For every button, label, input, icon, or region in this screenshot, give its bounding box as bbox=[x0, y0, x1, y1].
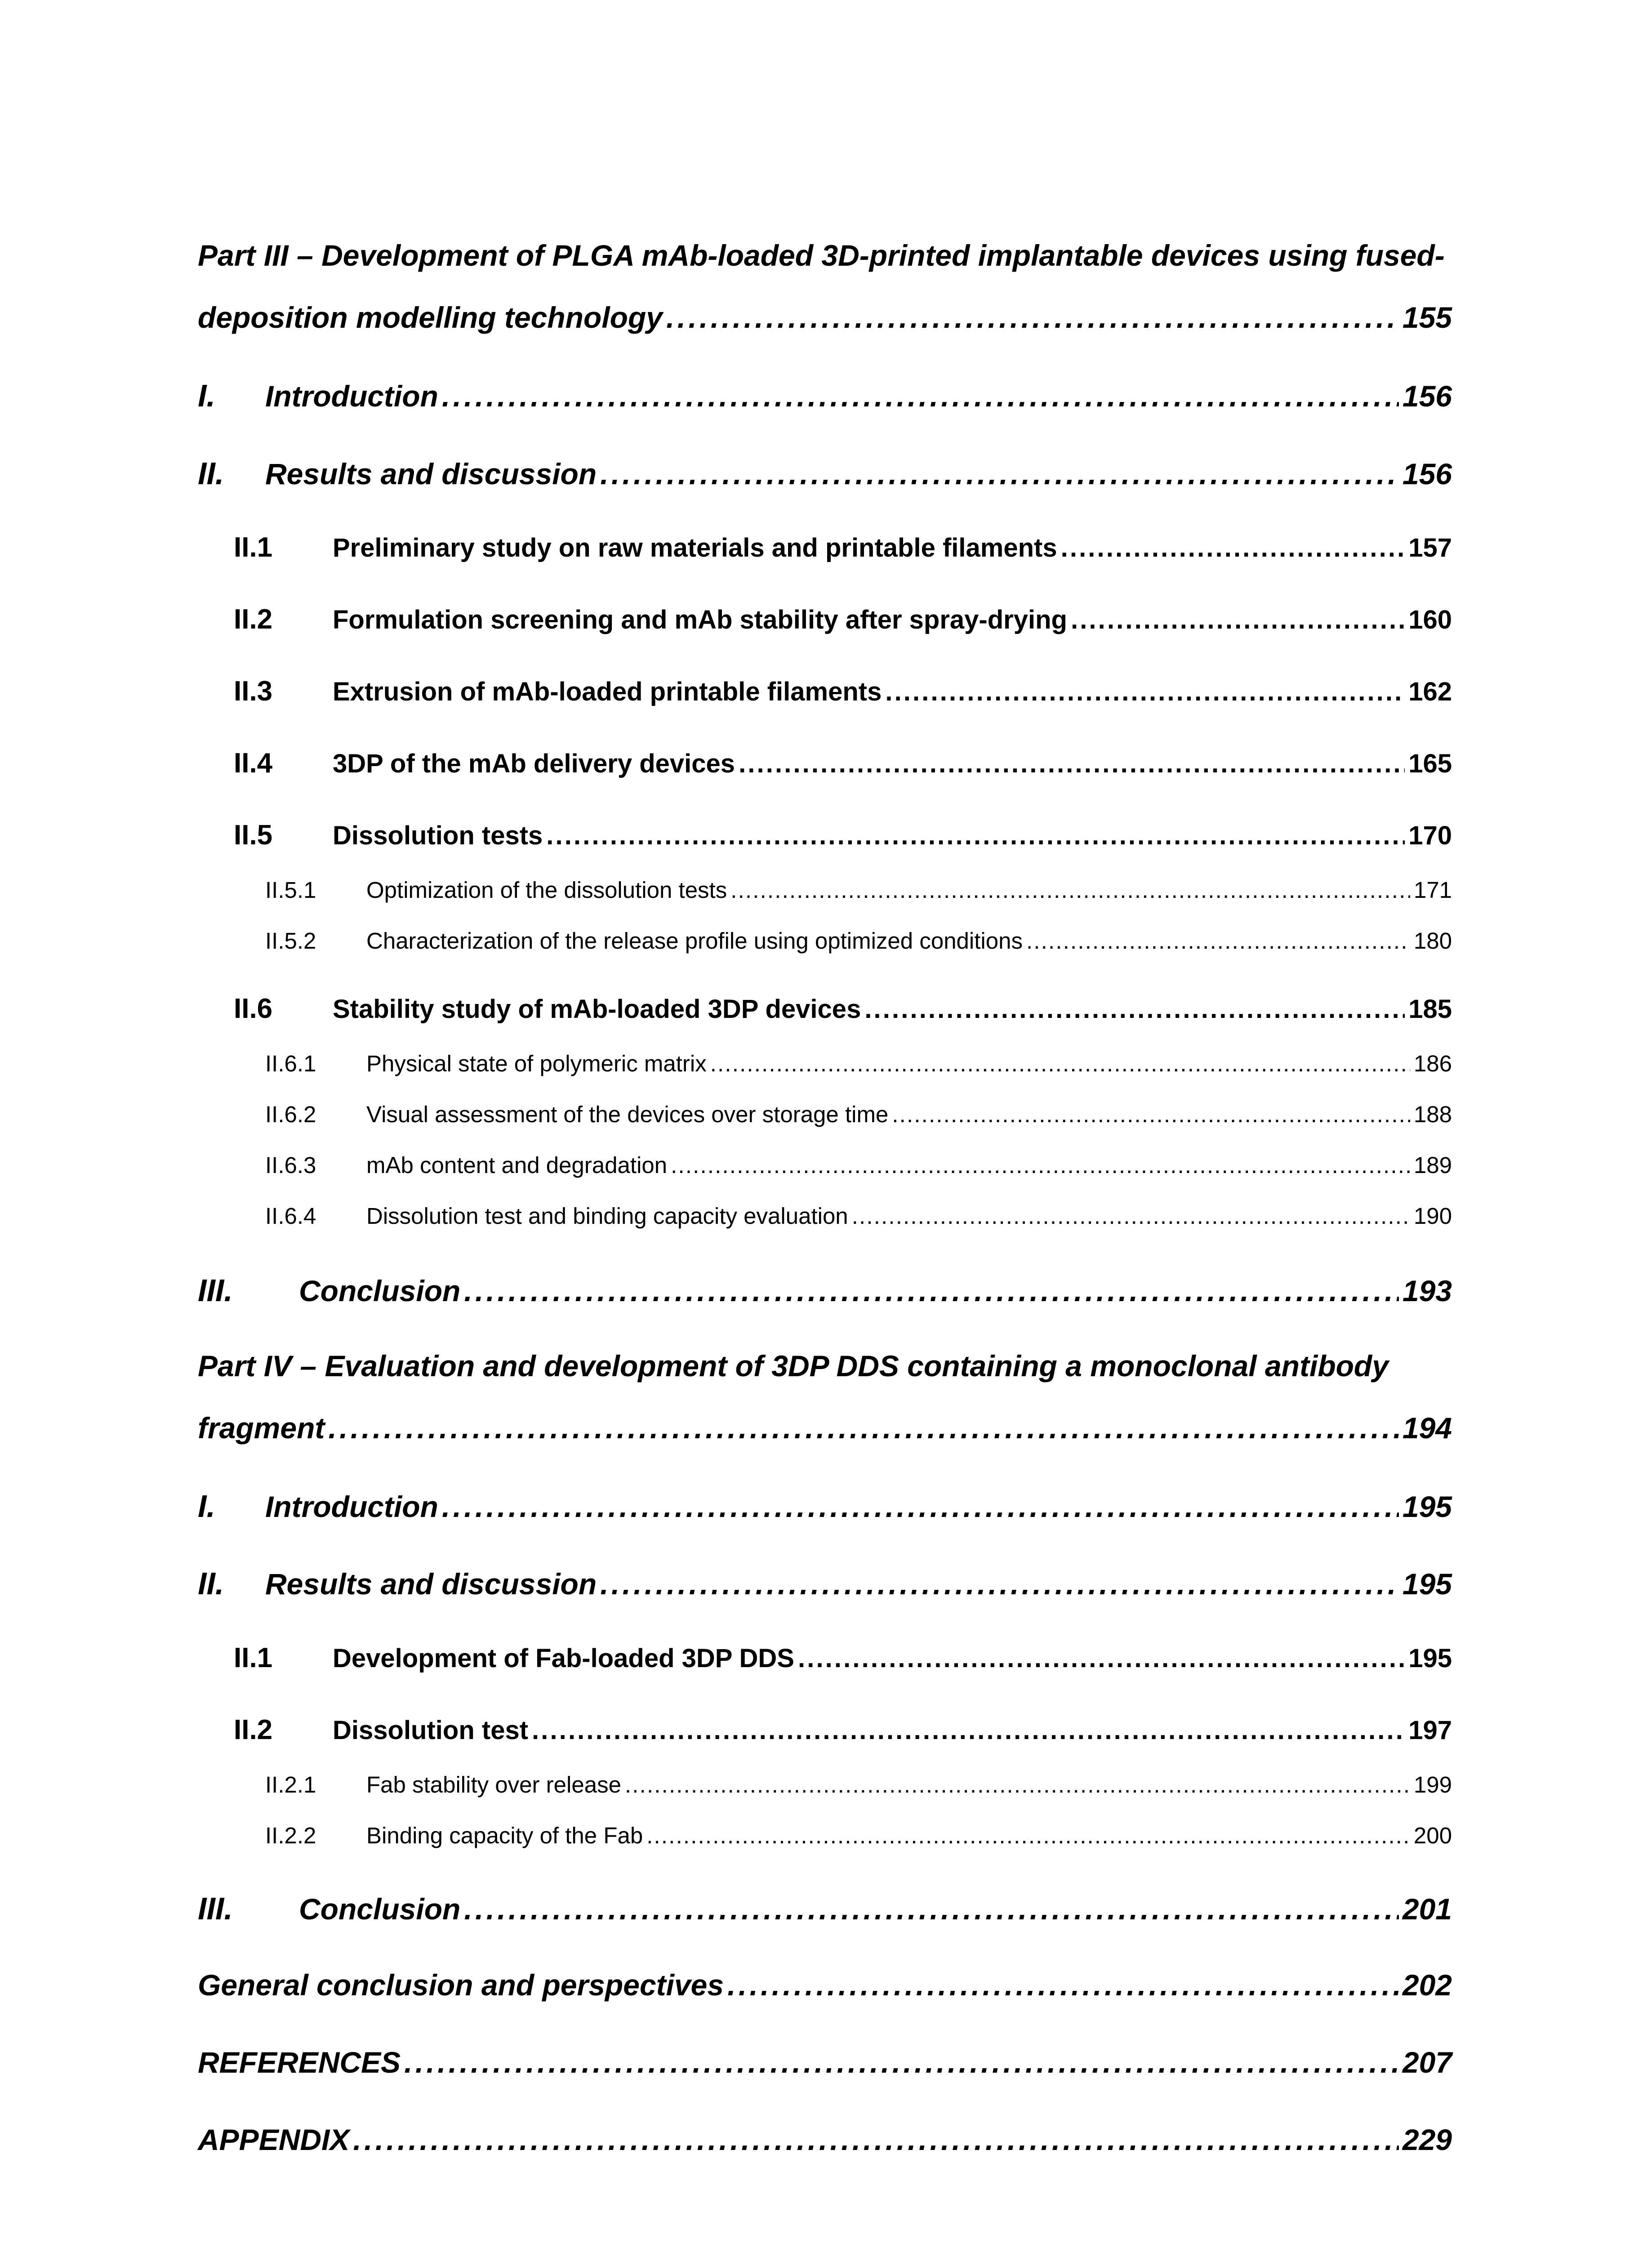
toc-entry-number: I. bbox=[198, 1489, 215, 1524]
toc-entry-number: II.1 bbox=[234, 1642, 273, 1673]
toc-entry-sub[interactable] bbox=[198, 531, 1452, 563]
toc-leader bbox=[727, 1968, 1399, 2002]
toc-page-number: 199 bbox=[1413, 1772, 1452, 1798]
toc-entry-title: Results and discussion bbox=[265, 1567, 597, 1601]
toc-page-number: 186 bbox=[1413, 1051, 1452, 1076]
toc-entry-number: II. bbox=[198, 1566, 224, 1601]
toc-page-number: 200 bbox=[1413, 1823, 1452, 1848]
toc-entry-title: Conclusion bbox=[299, 1274, 461, 1307]
toc-leader bbox=[625, 1771, 1410, 1798]
toc-page-number: 156 bbox=[1402, 379, 1452, 413]
toc-page-number: 229 bbox=[1402, 2123, 1452, 2156]
toc-entry-conclusion[interactable] bbox=[198, 1272, 1452, 1308]
toc-entry-number: II. bbox=[198, 456, 224, 491]
toc-leader bbox=[710, 1050, 1410, 1077]
toc-entry-number: III. bbox=[198, 1273, 233, 1308]
toc-entry-number: II.6.2 bbox=[265, 1102, 316, 1127]
toc-entry-title: Results and discussion bbox=[265, 457, 597, 491]
toc-page-number: 185 bbox=[1408, 995, 1452, 1024]
toc-entry-number: II.1 bbox=[234, 532, 273, 563]
toc-entry-subsub[interactable] bbox=[198, 1050, 1452, 1077]
toc-leader bbox=[852, 1203, 1410, 1229]
toc-leader bbox=[798, 1643, 1405, 1673]
toc-entry-number: II.4 bbox=[234, 748, 273, 779]
toc-entry-title: Development of Fab-loaded 3DP DDS bbox=[333, 1644, 794, 1673]
toc-entry-title: Dissolution test bbox=[333, 1716, 529, 1745]
toc-entry-number: I. bbox=[198, 378, 215, 413]
toc-page-number: 155 bbox=[1402, 301, 1452, 334]
toc-entry-title: APPENDIX bbox=[198, 2123, 350, 2156]
toc-leader bbox=[892, 1101, 1410, 1128]
toc-entry-title: Formulation screening and mAb stability after spray-drying bbox=[333, 605, 1067, 634]
toc-entry-number: II.6 bbox=[234, 993, 273, 1024]
toc-page-number: 162 bbox=[1408, 677, 1452, 706]
toc-entry-title: Dissolution tests bbox=[333, 821, 543, 850]
toc-entry-number: II.6.1 bbox=[265, 1051, 316, 1076]
toc-page-number: 195 bbox=[1408, 1644, 1452, 1673]
toc-page-number: 193 bbox=[1402, 1274, 1452, 1307]
toc-entry-subsub[interactable] bbox=[198, 877, 1452, 903]
toc-entry-sub[interactable] bbox=[198, 675, 1452, 707]
toc-entry-title: Extrusion of mAb-loaded printable filaments bbox=[333, 677, 882, 706]
toc-entry-subsub[interactable] bbox=[198, 928, 1452, 954]
toc-entry-title: General conclusion and perspectives bbox=[198, 1968, 724, 2002]
toc-page-number: 170 bbox=[1408, 821, 1452, 850]
toc-part3-line2[interactable] bbox=[198, 300, 1452, 335]
toc-entry-title: Physical state of polymeric matrix bbox=[366, 1051, 707, 1076]
toc-page-number: 195 bbox=[1402, 1567, 1452, 1601]
toc-page-number: 190 bbox=[1413, 1203, 1452, 1229]
toc-leader bbox=[730, 877, 1410, 903]
toc-entry-subsub[interactable] bbox=[198, 1101, 1452, 1128]
toc-page-number: 156 bbox=[1402, 457, 1452, 491]
toc-entry-number: II.2 bbox=[234, 604, 273, 635]
toc-leader bbox=[546, 821, 1405, 851]
toc-entry-introduction[interactable] bbox=[198, 1488, 1452, 1524]
toc-part3-title-line1: Part III – Development of PLGA mAb-loaded 3D-printed implantable devices using fused- bbox=[198, 239, 1445, 272]
toc-page-number: 207 bbox=[1402, 2046, 1452, 2079]
toc-entry-introduction[interactable] bbox=[198, 378, 1452, 414]
toc-entry-results[interactable] bbox=[198, 1566, 1452, 1601]
toc-page-number: 188 bbox=[1413, 1102, 1452, 1127]
toc-leader bbox=[442, 379, 1399, 413]
toc-entry-number: II.5.1 bbox=[265, 877, 316, 903]
toc-leader bbox=[646, 1822, 1410, 1849]
toc-page-number: 160 bbox=[1408, 605, 1452, 634]
toc-entry-title: 3DP of the mAb delivery devices bbox=[333, 749, 735, 778]
toc-leader bbox=[464, 1274, 1399, 1308]
toc-leader bbox=[600, 1567, 1399, 1601]
toc-entry-sub[interactable] bbox=[198, 603, 1452, 635]
toc-part4-line1[interactable] bbox=[198, 1349, 1452, 1383]
toc-leader bbox=[1071, 605, 1405, 635]
toc-entry-title: Preliminary study on raw materials and printable filaments bbox=[333, 533, 1057, 562]
toc-entry-subsub[interactable] bbox=[198, 1822, 1452, 1849]
toc-leader bbox=[464, 1892, 1399, 1926]
toc-leader bbox=[1026, 928, 1410, 954]
toc-entry-title: Dissolution test and binding capacity evaluation bbox=[366, 1203, 848, 1229]
toc-entry-title: Conclusion bbox=[299, 1892, 461, 1926]
toc-entry-number: II.6.3 bbox=[265, 1152, 316, 1178]
toc-entry-appendix[interactable] bbox=[198, 2123, 1452, 2157]
toc-entry-references[interactable] bbox=[198, 2045, 1452, 2079]
toc-entry-number: II.2.2 bbox=[265, 1823, 316, 1848]
toc-entry-sub[interactable] bbox=[198, 1642, 1452, 1674]
toc-page-number: 195 bbox=[1402, 1490, 1452, 1523]
toc-entry-title: Introduction bbox=[265, 1490, 438, 1523]
toc-entry-results[interactable] bbox=[198, 455, 1452, 491]
toc-entry-number: II.5 bbox=[234, 820, 273, 851]
toc-entry-general-conclusion[interactable] bbox=[198, 1968, 1452, 2002]
toc-entry-subsub[interactable] bbox=[198, 1771, 1452, 1798]
toc-entry-title: Visual assessment of the devices over storage time bbox=[366, 1102, 889, 1127]
toc-part4-line2[interactable] bbox=[198, 1411, 1452, 1445]
toc-page-number: 189 bbox=[1413, 1152, 1452, 1178]
toc-leader bbox=[1061, 533, 1405, 563]
toc-leader bbox=[532, 1715, 1405, 1745]
toc-entry-sub[interactable] bbox=[198, 1714, 1452, 1746]
toc-page-number: 157 bbox=[1408, 533, 1452, 562]
toc-entry-number: II.2 bbox=[234, 1714, 273, 1745]
toc-page-number: 202 bbox=[1402, 1968, 1452, 2002]
toc-entry-subsub[interactable] bbox=[198, 1203, 1452, 1229]
toc-part3-line1[interactable] bbox=[198, 238, 1452, 272]
toc-page-number: 165 bbox=[1408, 749, 1452, 778]
toc-leader bbox=[739, 749, 1405, 779]
toc-part4-title-line1: Part IV – Evaluation and development of 3DP DDS containing a monoclonal antibody bbox=[198, 1349, 1389, 1383]
toc-entry-title: Fab stability over release bbox=[366, 1772, 621, 1798]
toc-part4-title-line2: fragment bbox=[198, 1411, 325, 1445]
toc-page-number: 197 bbox=[1408, 1716, 1452, 1745]
toc-entry-number: II.2.1 bbox=[265, 1772, 316, 1798]
toc-entry-sub[interactable] bbox=[198, 819, 1452, 851]
toc-leader bbox=[404, 2045, 1399, 2079]
toc-entry-title: REFERENCES bbox=[198, 2046, 401, 2079]
toc-entry-title: Introduction bbox=[265, 379, 438, 413]
toc-entry-subsub[interactable] bbox=[198, 1152, 1452, 1178]
toc-leader bbox=[353, 2123, 1398, 2157]
toc-entry-number: II.6.4 bbox=[265, 1203, 316, 1229]
toc-leader bbox=[671, 1152, 1410, 1178]
toc-entry-conclusion[interactable] bbox=[198, 1891, 1452, 1927]
toc-entry-title: Optimization of the dissolution tests bbox=[366, 877, 727, 903]
toc-entry-title: mAb content and degradation bbox=[366, 1152, 668, 1178]
toc-leader bbox=[328, 1411, 1399, 1445]
toc-page-number: 194 bbox=[1402, 1411, 1452, 1445]
toc-entry-number: II.5.2 bbox=[265, 928, 316, 954]
toc-page-number: 201 bbox=[1402, 1892, 1452, 1926]
toc-page-number: 180 bbox=[1413, 928, 1452, 954]
toc-leader bbox=[442, 1490, 1399, 1524]
toc-leader bbox=[864, 994, 1405, 1024]
toc-leader bbox=[600, 457, 1399, 491]
toc-entry-title: Stability study of mAb-loaded 3DP devices bbox=[333, 995, 861, 1024]
toc-page-number: 171 bbox=[1413, 877, 1452, 903]
toc-leader bbox=[666, 300, 1399, 335]
toc-entry-number: II.3 bbox=[234, 676, 273, 707]
toc-entry-title: Characterization of the release profile using optimized conditions bbox=[366, 928, 1023, 954]
toc-part3-title-line2: deposition modelling technology bbox=[198, 301, 663, 334]
toc-entry-sub[interactable] bbox=[198, 993, 1452, 1025]
toc-entry-sub[interactable] bbox=[198, 747, 1452, 779]
toc-entry-number: III. bbox=[198, 1891, 233, 1926]
toc-leader bbox=[885, 677, 1405, 707]
toc-entry-title: Binding capacity of the Fab bbox=[366, 1823, 643, 1848]
